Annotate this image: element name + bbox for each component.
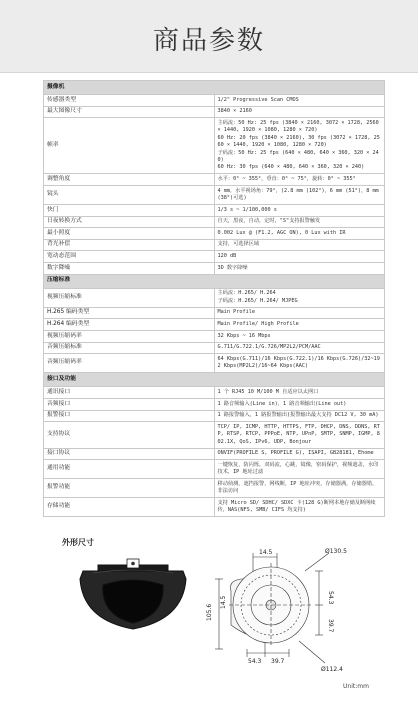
spec-row — [44, 216, 385, 228]
spec-value — [214, 288, 385, 307]
spec-value-line: 60 Hz: 20 fps (3840 × 2160), 30 fps (3072 × 1728, 2560 × 1440, 1920 × 1080, 1280 × 720) — [217, 134, 380, 149]
spec-value — [214, 330, 385, 342]
spec-row — [44, 354, 385, 373]
spec-value — [214, 95, 385, 107]
spec-label: 镜头 — [44, 186, 215, 205]
spec-label: 最小照度 — [44, 228, 215, 240]
spec-label: 通用功能 — [44, 460, 215, 479]
label-bottom-right: 39.7 — [271, 658, 285, 665]
spec-row — [44, 307, 385, 319]
spec-value — [214, 354, 385, 373]
page-title: 商品参数 — [152, 26, 265, 56]
spec-row — [44, 262, 385, 274]
spec-value — [214, 205, 385, 217]
spec-label: 存储功能 — [44, 498, 215, 517]
spec-value-line: G.711/G.722.1/G.726/MP2L2/PCM/AAC — [217, 344, 321, 351]
spec-value-line: 移动侦测，遮挡报警，网线断，IP 地址冲突，存储器满，存储器错，非法访问 — [217, 480, 378, 495]
spec-value-line: 子码流：50 Hz: 25 fps (640 × 480, 640 × 360, 320 × 240) — [217, 149, 379, 163]
spec-value-line: 3D 数字降噪 — [217, 264, 248, 271]
spec-value-line: Main Profile — [217, 309, 255, 316]
spec-row — [44, 174, 385, 186]
spec-label: 支持协议 — [44, 422, 215, 448]
spec-row — [44, 398, 385, 410]
unit-label: Unit:mm — [343, 683, 369, 690]
spec-value-line: Main Profile/ High Profile — [217, 320, 299, 327]
label-bottom-left: 54.3 — [248, 658, 262, 665]
spec-value-line: 一键恢复，防闪烁，双码流，心跳，镜像，密码保护，视频遮盖，水印技术，IP 地址过滤 — [217, 461, 379, 476]
spec-value — [214, 228, 385, 240]
label-top-width: 14.5 — [259, 549, 273, 556]
spec-value-line: 0.002 Lux @ (F1.2, AGC ON), 0 Lux with IR — [217, 229, 346, 236]
spec-label: 背光补偿 — [44, 239, 215, 251]
spec-row — [44, 251, 385, 263]
spec-row — [44, 498, 385, 517]
spec-label: 报警接口 — [44, 410, 215, 422]
section-title: 摄像机 — [44, 81, 385, 95]
spec-value-line: 1 个 RJ45 10 M/100 M 自适应以太网口 — [217, 388, 319, 395]
spec-value-line: 60 Hz: 30 fps (640 × 480, 640 × 360, 320 × 240) — [217, 164, 365, 171]
spec-label: 视频压缩标准 — [44, 288, 215, 307]
spec-label: 音频接口 — [44, 398, 215, 410]
spec-value-line: 4 mm，水平视场角：79°，(2.8 mm (102°)，6 mm (51°)，8 mm (38°)可选) — [217, 187, 379, 201]
spec-row — [44, 205, 385, 217]
spec-label: 接口协议 — [44, 448, 215, 460]
spec-value — [214, 410, 385, 422]
spec-label: 音频压缩码率 — [44, 354, 215, 373]
spec-row — [44, 410, 385, 422]
spec-label: 通讯接口 — [44, 387, 215, 399]
spec-value — [214, 460, 385, 479]
spec-value-line: 1/3 s ~ 1/100,000 s — [217, 206, 277, 213]
label-right-lower: 39.7 — [327, 619, 334, 633]
spec-row — [44, 448, 385, 460]
spec-value-line: 120 dB — [217, 252, 237, 259]
spec-label: 快门 — [44, 205, 215, 217]
spec-row — [44, 95, 385, 107]
spec-label: 调整角度 — [44, 174, 215, 186]
spec-value-line: 支持，可选择区域 — [217, 241, 260, 248]
spec-value-line: 水平：0° ~ 355°，垂直：0° ~ 75°，旋转：0° ~ 355° — [217, 176, 356, 182]
spec-value-line: 自天，黑夜，自动，定时，"S"支持报警触发 — [217, 218, 321, 225]
dimension-drawing — [43, 545, 378, 685]
header-band — [0, 0, 418, 73]
spec-table — [43, 80, 385, 517]
spec-value — [214, 342, 385, 354]
spec-value-line: 支持 Micro SD/ SDHC/ SDXC 卡(128 G)断网本地存储及断网续传，NAS(NFS, SMB/ CIFS 均支持) — [217, 499, 376, 514]
spec-value — [214, 216, 385, 228]
spec-label: 报警功能 — [44, 479, 215, 498]
spec-value — [214, 118, 385, 174]
spec-row — [44, 479, 385, 498]
dimensions-title: 外形尺寸 — [62, 538, 94, 547]
spec-value-line: 1 路音频输入(Line in)，1 路音频输出(Line out) — [217, 400, 347, 407]
spec-row — [44, 186, 385, 205]
spec-value — [214, 239, 385, 251]
spec-value — [214, 387, 385, 399]
camera-side-view — [80, 559, 186, 629]
leader-diameter-top — [305, 553, 329, 571]
leader-diameter-bottom — [299, 641, 325, 663]
spec-label: H.264 编码类型 — [44, 319, 215, 331]
spec-row — [44, 342, 385, 354]
label-right-height: 54.3 — [327, 591, 334, 605]
spec-value — [214, 479, 385, 498]
spec-label: 视频压缩码率 — [44, 330, 215, 342]
spec-label: 最大图像尺寸 — [44, 106, 215, 118]
spec-row — [44, 422, 385, 448]
section-title: 接口及功能 — [44, 373, 385, 387]
section-title: 压缩标准 — [44, 274, 385, 288]
spec-label: H.265 编码类型 — [44, 307, 215, 319]
spec-value — [214, 319, 385, 331]
spec-value — [214, 251, 385, 263]
spec-row — [44, 239, 385, 251]
spec-value — [214, 186, 385, 205]
spec-row — [44, 106, 385, 118]
spec-value — [214, 448, 385, 460]
section-header-row — [44, 373, 385, 387]
label-left-height: 105.6 — [206, 603, 213, 621]
spec-row — [44, 387, 385, 399]
spec-value — [214, 174, 385, 186]
spec-value — [214, 106, 385, 118]
spec-value-line: 1 路报警输入，1 路报警输出(报警输出最大支持 DC12 V, 30 mA) — [217, 412, 379, 419]
section-header-row — [44, 274, 385, 288]
spec-value-line: ONVIF(PROFILE S, PROFILE G), ISAPI, GB28181, Ehome — [217, 450, 374, 457]
spec-value-line: TCP/ IP, ICMP, HTTP, HTTPS, FTP, DHCP, DNS, DDNS, RTP, RTSP, RTCP, PPPoE, NTP, UPnP, SMTP, SNMP, IGMP, 802.1X, QoS, IPv6, UDP, Bonjour — [217, 423, 380, 445]
spec-row — [44, 228, 385, 240]
camera-top-dot — [131, 562, 135, 566]
spec-value-line: 1/2" Progressive Scan CMOS — [217, 96, 299, 103]
spec-value-line: 子码流：H.265/ H.264/ MJPEG — [217, 297, 298, 304]
spec-value — [214, 498, 385, 517]
spec-label: 帧率 — [44, 118, 215, 174]
spec-value-line: 32 Kbps ~ 16 Mbps — [217, 332, 271, 339]
spec-value — [214, 422, 385, 448]
spec-value-line: 64 Kbps(G.711)/16 Kbps(G.722.1)/16 Kbps(G.726)/32~192 Kbps(MP2L2)/16~64 Kbps(AAC) — [217, 355, 380, 370]
spec-row — [44, 319, 385, 331]
spec-row — [44, 460, 385, 479]
spec-value — [214, 307, 385, 319]
spec-value-line: 主码流：50 Hz: 25 fps (3840 × 2160, 3072 × 1728, 2560 × 1440, 1920 × 1080, 1280 × 720) — [217, 119, 379, 134]
spec-label: 宽动态范围 — [44, 251, 215, 263]
label-diameter-top: Ø130.5 — [325, 548, 347, 555]
spec-row — [44, 118, 385, 174]
spec-row — [44, 330, 385, 342]
spec-value-line: 3840 × 2160 — [217, 108, 252, 115]
spec-label: 数字降噪 — [44, 262, 215, 274]
label-diameter-bottom: Ø112.4 — [321, 666, 343, 673]
label-mid-left: 14.5 — [220, 595, 227, 609]
section-header-row — [44, 81, 385, 95]
spec-label: 音频压缩标准 — [44, 342, 215, 354]
circular-view — [229, 553, 329, 663]
spec-value — [214, 262, 385, 274]
spec-label: 日夜转换方式 — [44, 216, 215, 228]
spec-value-line: 主码流：H.265/ H.264 — [217, 290, 276, 297]
spec-row — [44, 288, 385, 307]
spec-value — [214, 398, 385, 410]
spec-label: 传感器类型 — [44, 95, 215, 107]
